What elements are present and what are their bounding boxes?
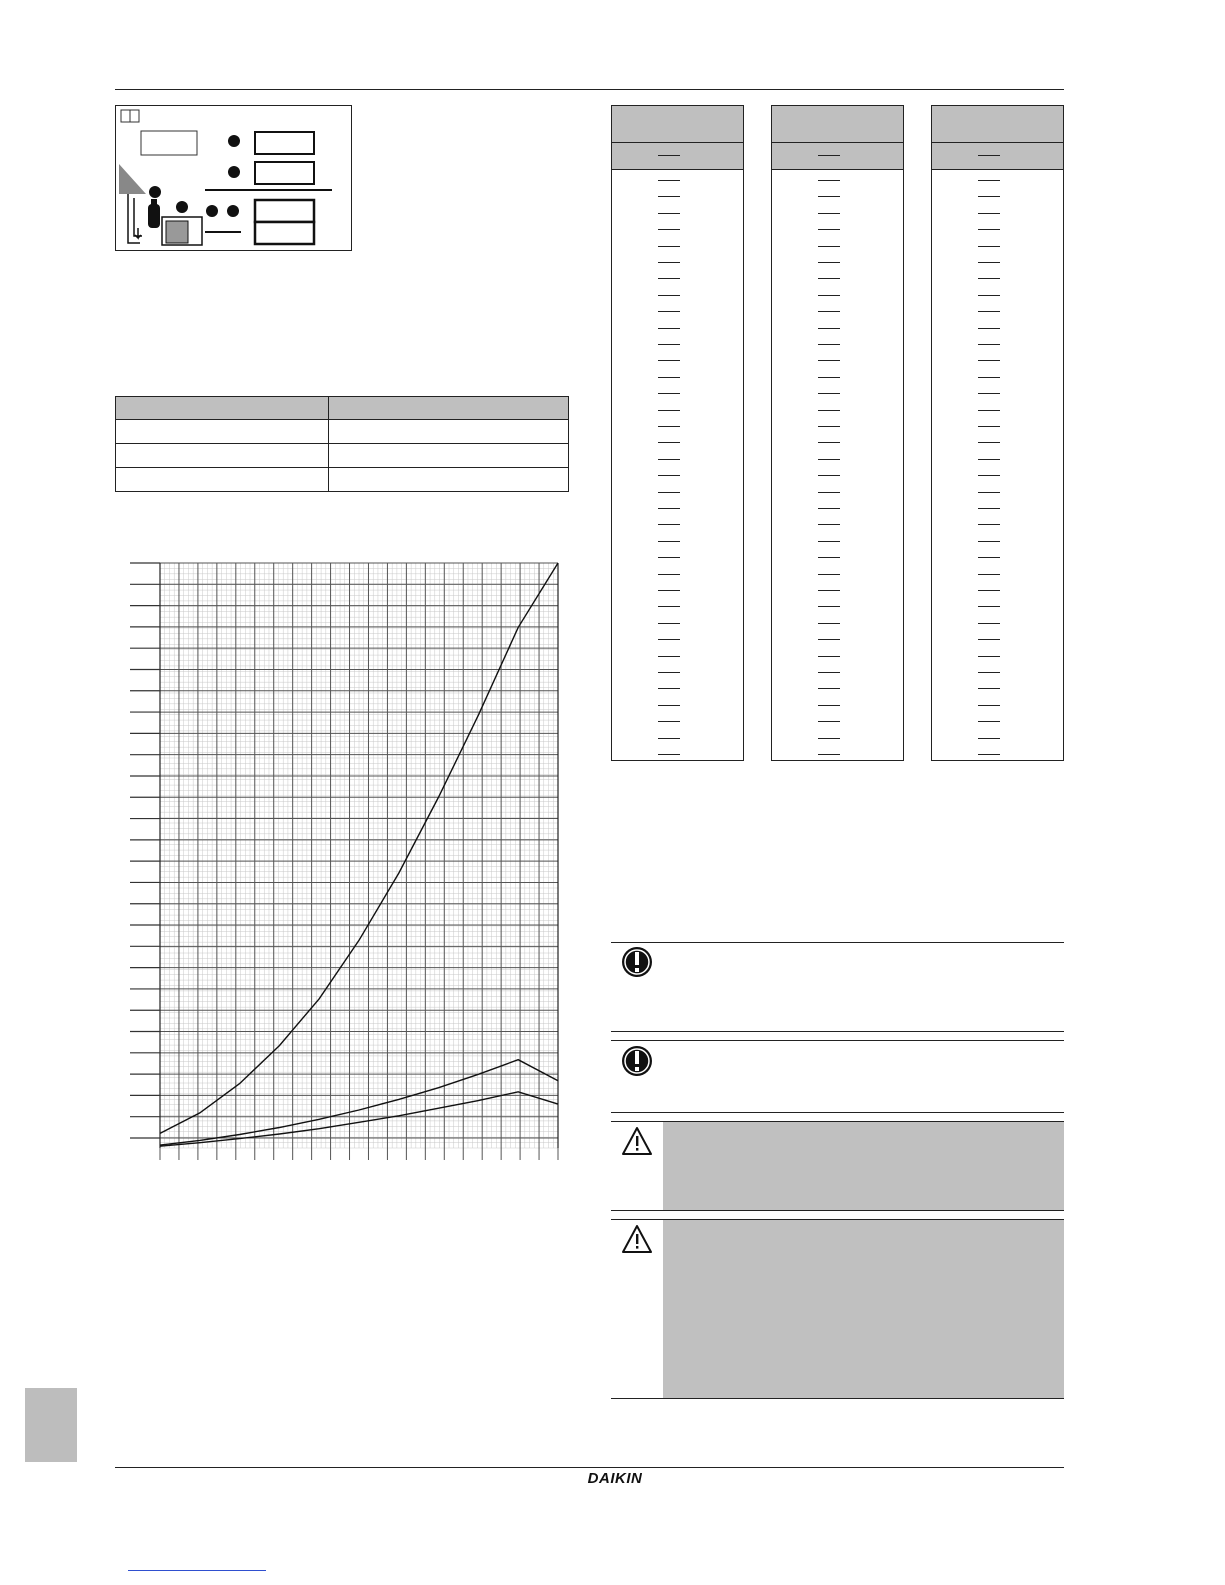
table-row <box>116 420 569 444</box>
column-row-dash <box>658 196 680 197</box>
bottom-link-underline[interactable] <box>128 1570 266 1571</box>
chart-minor-grid <box>160 563 558 1148</box>
column-row-dash <box>978 262 1000 263</box>
column-row-dash <box>978 196 1000 197</box>
notice-box-1 <box>611 942 1064 1032</box>
column-row-dash <box>818 524 840 525</box>
column-row-dash <box>818 344 840 345</box>
label-dot-3 <box>149 186 161 198</box>
column-row-dash <box>978 508 1000 509</box>
column-row-dash <box>978 410 1000 411</box>
column-row-dash <box>658 688 680 689</box>
column-row-dash <box>658 574 680 575</box>
column-row-dash <box>978 672 1000 673</box>
column-row-dash <box>658 754 680 755</box>
label-box-top-left <box>141 131 197 155</box>
column-row-dash <box>818 213 840 214</box>
column-row-dash <box>978 574 1000 575</box>
column-row-dash <box>658 623 680 624</box>
column-row-dash <box>978 541 1000 542</box>
column-row-dash <box>658 459 680 460</box>
brand-logo: DAIKIN <box>587 1470 643 1487</box>
column-row-dash <box>978 459 1000 460</box>
column-row-dash <box>818 639 840 640</box>
column-row-dash <box>818 574 840 575</box>
column-row-dash <box>978 492 1000 493</box>
label-dot-5 <box>206 205 218 217</box>
column-row-dash <box>658 311 680 312</box>
chart-y-ticks <box>130 563 160 1138</box>
column-row-dash <box>978 426 1000 427</box>
column-row-dash <box>978 213 1000 214</box>
label-dot-2 <box>228 166 240 178</box>
label-wedge-shape <box>119 164 146 194</box>
column-row-dash <box>978 278 1000 279</box>
header-rule <box>115 89 1064 90</box>
column-row-dash <box>658 557 680 558</box>
table-cell <box>116 444 329 468</box>
column-row-dash <box>658 442 680 443</box>
warning-triangle-icon <box>611 1220 663 1260</box>
table-row <box>116 444 569 468</box>
column-row-dash <box>978 295 1000 296</box>
notice-text <box>663 943 1064 1031</box>
column-row-dash <box>818 229 840 230</box>
refrigerant-label-diagram <box>115 105 352 251</box>
column-row-dash <box>818 688 840 689</box>
warning-triangle-icon <box>611 1122 663 1162</box>
column-row-dash <box>818 541 840 542</box>
column-row-dash <box>978 738 1000 739</box>
column-header <box>932 106 1063 143</box>
column-row-dash <box>818 328 840 329</box>
column-row-dash <box>658 475 680 476</box>
column-row-dash <box>978 656 1000 657</box>
column-row-dash <box>818 180 840 181</box>
column-row-dash <box>818 278 840 279</box>
notice-text <box>663 1041 1064 1112</box>
column-row-dash <box>818 754 840 755</box>
column-row-dash <box>658 721 680 722</box>
notice-box-2 <box>611 1040 1064 1113</box>
info-table <box>115 396 569 492</box>
column-row-dash <box>658 229 680 230</box>
value-column-3 <box>931 105 1064 761</box>
chapter-side-tab <box>25 1388 77 1462</box>
column-row-dash <box>978 721 1000 722</box>
column-row-dash <box>818 721 840 722</box>
column-row-dash <box>658 344 680 345</box>
column-row-dash <box>978 344 1000 345</box>
value-column-1 <box>611 105 744 761</box>
column-row-dash <box>978 688 1000 689</box>
table-cell <box>329 444 569 468</box>
column-row-dash <box>658 262 680 263</box>
table-header-row <box>116 397 569 420</box>
column-row-dash <box>978 311 1000 312</box>
warning-box-1 <box>611 1121 1064 1211</box>
label-dot-6 <box>227 205 239 217</box>
label-field-3 <box>255 200 314 222</box>
table-header-cell <box>116 397 329 420</box>
column-row-dash <box>658 426 680 427</box>
column-row-dash <box>818 360 840 361</box>
column-row-dash <box>658 295 680 296</box>
manual-book-icon <box>121 110 139 122</box>
column-row-dash <box>978 246 1000 247</box>
column-row-dash <box>658 672 680 673</box>
column-row-dash <box>818 459 840 460</box>
column-row-dash <box>658 410 680 411</box>
table-cell <box>116 420 329 444</box>
column-row-dash <box>658 738 680 739</box>
column-row-dash <box>818 393 840 394</box>
footer-rule <box>115 1467 1064 1468</box>
column-row-dash <box>818 426 840 427</box>
warning-text <box>663 1220 1064 1398</box>
warning-text <box>663 1122 1064 1210</box>
warning-box-2 <box>611 1219 1064 1399</box>
column-row-dash <box>818 262 840 263</box>
column-row-dash <box>658 393 680 394</box>
column-row-dash <box>978 524 1000 525</box>
column-row-dash <box>658 524 680 525</box>
column-row-dash <box>978 557 1000 558</box>
column-row-dash <box>978 328 1000 329</box>
label-dot-4 <box>176 201 188 213</box>
refrigerant-cylinder-icon <box>148 199 160 228</box>
column-row-dash <box>978 229 1000 230</box>
table-cell <box>116 468 329 492</box>
column-row-dash <box>978 475 1000 476</box>
pressure-temperature-chart <box>120 555 570 1165</box>
column-row-dash <box>658 508 680 509</box>
label-field-4 <box>255 222 314 244</box>
column-row-dash <box>658 246 680 247</box>
table-cell <box>329 420 569 444</box>
value-column-2 <box>771 105 904 761</box>
column-subheader <box>932 143 1063 170</box>
table-row <box>116 468 569 492</box>
column-row-dash <box>978 754 1000 755</box>
column-row-dash <box>978 377 1000 378</box>
column-row-dash <box>818 311 840 312</box>
label-field-2 <box>255 162 314 184</box>
column-row-dash <box>978 360 1000 361</box>
column-row-dash <box>658 639 680 640</box>
column-row-dash <box>818 492 840 493</box>
label-dot-1 <box>228 135 240 147</box>
column-row-dash <box>658 360 680 361</box>
column-row-dash <box>818 475 840 476</box>
column-row-dash <box>818 672 840 673</box>
column-row-dash <box>818 738 840 739</box>
column-row-dash <box>978 442 1000 443</box>
column-row-dash <box>978 590 1000 591</box>
column-row-dash <box>818 705 840 706</box>
table-header-cell <box>329 397 569 420</box>
column-row-dash <box>818 196 840 197</box>
column-row-dash <box>818 590 840 591</box>
column-row-dash <box>658 328 680 329</box>
column-row-dash <box>818 246 840 247</box>
column-row-dash <box>978 393 1000 394</box>
column-row-dash <box>658 492 680 493</box>
column-row-dash <box>978 180 1000 181</box>
column-header <box>772 106 903 143</box>
column-row-dash <box>978 606 1000 607</box>
column-row-dash <box>818 606 840 607</box>
column-row-dash <box>818 377 840 378</box>
column-row-dash <box>658 705 680 706</box>
column-row-dash <box>658 278 680 279</box>
column-subheader <box>612 143 743 170</box>
column-row-dash <box>978 639 1000 640</box>
column-row-dash <box>658 180 680 181</box>
column-row-dash <box>818 557 840 558</box>
column-row-dash <box>818 508 840 509</box>
column-row-dash <box>658 656 680 657</box>
label-field-1 <box>255 132 314 154</box>
column-row-dash <box>818 442 840 443</box>
exclamation-circle-icon <box>611 1041 663 1081</box>
column-row-dash <box>658 377 680 378</box>
label-grey-square <box>166 221 188 243</box>
table-cell <box>329 468 569 492</box>
column-row-dash <box>818 295 840 296</box>
column-row-dash <box>658 606 680 607</box>
column-row-dash <box>658 541 680 542</box>
column-subheader <box>772 143 903 170</box>
column-row-dash <box>978 705 1000 706</box>
column-row-dash <box>818 656 840 657</box>
column-header <box>612 106 743 143</box>
exclamation-circle-icon <box>611 943 663 983</box>
column-row-dash <box>818 410 840 411</box>
column-row-dash <box>818 623 840 624</box>
column-row-dash <box>978 623 1000 624</box>
column-row-dash <box>658 590 680 591</box>
column-row-dash <box>658 213 680 214</box>
